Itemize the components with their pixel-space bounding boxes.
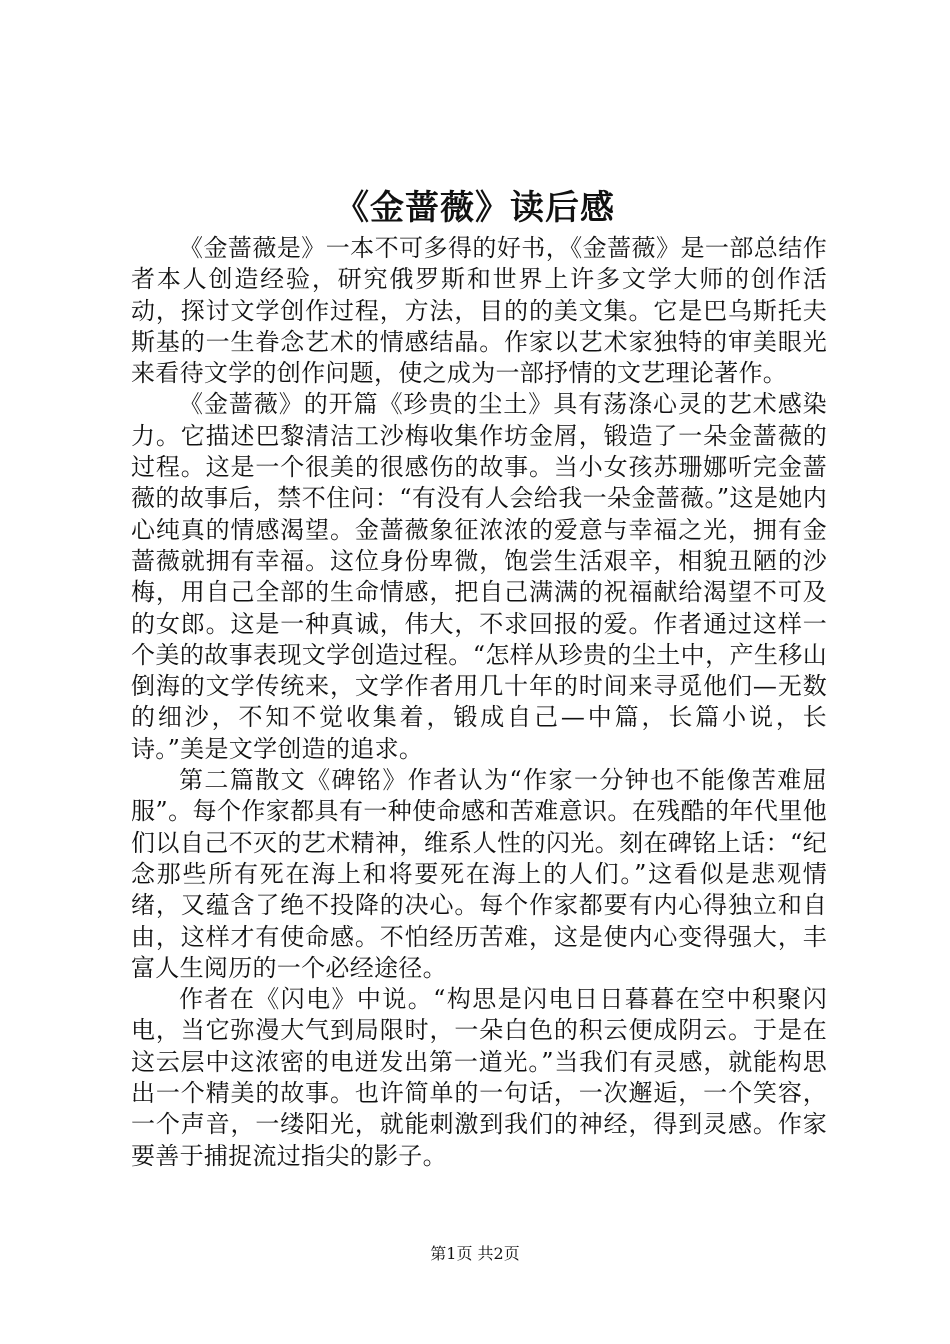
paragraph-3: 第二篇散文《碑铭》作者认为“作家一分钟也不能像苦难屈服”。每个作家都具有一种使命感和苦难意识。在残酷的年代里他们以自己不灭的艺术精神，维系人性的闪光。刻在碑铭上话：“纪念那些所有死在海上和将要死在海上的人们。”这看似是悲观情绪，又蕴含了绝不投降的决心。每个作家都要有内心得独立和自由，这样才有使命感。不怕经历苦难，这是使内心变得强大，丰富人生阅历的一个必经途径。	[131, 766, 827, 982]
page-footer: 第1页 共2页	[430, 1244, 520, 1263]
document-body	[131, 233, 827, 1172]
paragraph-1: 《金蔷薇是》一本不可多得的好书，《金蔷薇》是一部总结作者本人创造经验，研究俄罗斯和世界上许多文学大师的创作活动，探讨文学创作过程，方法，目的的美文集。它是巴乌斯托夫斯基的一生眷念艺术的情感结晶。作家以艺术家独特的审美眼光来看待文学的创作问题，使之成为一部抒情的文艺理论著作。	[131, 234, 827, 388]
paragraph-4: 作者在《闪电》中说。“构思是闪电日日暮暮在空中积聚闪电，当它弥漫大气到局限时，一朵白色的积云便成阴云。于是在这云层中这浓密的电迸发出第一道光。”当我们有灵感，就能构思出一个精美的故事。也许简单的一句话，一次邂逅，一个笑容，一个声音，一缕阳光，就能刺激到我们的神经，得到灵感。作家要善于捕捉流过指尖的影子。	[131, 985, 827, 1170]
paragraph-2: 《金蔷薇》的开篇《珍贵的尘土》具有荡涤心灵的艺术感染力。它描述巴黎清洁工沙梅收集作坊金屑，锻造了一朵金蔷薇的过程。这是一个很美的很感伤的故事。当小女孩苏珊娜听完金蔷薇的故事后，禁不住问：“有没有人会给我一朵金蔷薇。”这是她内心纯真的情感渴望。金蔷薇象征浓浓的爱意与幸福之光，拥有金蔷薇就拥有幸福。这位身份卑微，饱尝生活艰辛，相貌丑陋的沙梅，用自己全部的生命情感，把自己满满的祝福献给渴望不可及的女郎。这是一种真诚，伟大，不求回报的爱。作者通过这样一个美的故事表现文学创造过程。“怎样从珍贵的尘土中，产生移山倒海的文学传统来，文学作者用几十年的时间来寻觅他们—无数的细沙，不知不觉收集着，锻成自己—中篇，长篇小说，长诗。”美是文学创造的追求。	[131, 390, 827, 763]
page-title: 《金蔷薇》读后感	[335, 188, 615, 228]
